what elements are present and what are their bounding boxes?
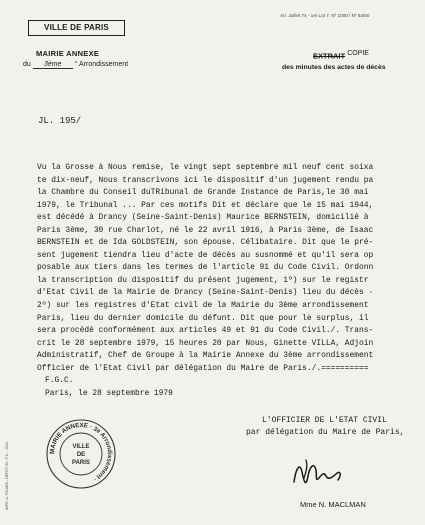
printer-note <box>2 441 12 510</box>
mairie-label: MAIRIE ANNEXE <box>36 49 100 58</box>
arr-prefix: du <box>23 61 31 68</box>
extrait-label: EXTRAIT <box>313 51 346 61</box>
stamp-line2: DE <box>76 452 86 458</box>
document-type <box>313 50 369 61</box>
body-line: crit le 28 septembre 1979, 15 heures 20 par Nous, Ginette VILLA, Adjoin <box>37 338 374 348</box>
handwritten-signature <box>286 452 346 494</box>
body-line: posable aux tiers dans les termes de l'article 91 du Code Civil. Ordonn <box>37 263 374 273</box>
body-line: BERNSTEIN et de Ida GOLDSTEIN, son épouse. Célibataire. Dit que le pré- <box>37 238 374 248</box>
date-line: Paris, le 28 septembre 1979 <box>45 388 173 398</box>
transcription-body <box>37 162 417 400</box>
body-line: Paris 3ème, 30 rue Charlot, né le 22 avril 1916, à Paris 3ème, de Isaac <box>37 225 374 235</box>
printer-note-text: IMPR. A. PICARD - DÉPÔT 63 - P.C. - 3021 <box>5 441 9 510</box>
copie-label: COPIE <box>347 50 369 57</box>
body-line: F.G.C. <box>45 376 74 386</box>
arrondissement-line <box>23 61 128 69</box>
body-line: est décédé à Drancy (Seine-Saint-Denis) Maurice BERNSTEIN, domicilié à <box>37 213 369 223</box>
arr-suffix: ° Arrondissement <box>74 61 129 68</box>
mairie-stamp <box>45 418 117 490</box>
body-line: la transcription du dispositif du présent jugement, 1º) sur le registr <box>37 275 369 285</box>
body-line: 2º) sur les registres d'Etat civil de la Mairie du 3ème arrondissement <box>37 301 369 311</box>
body-line: Officier de l'Etat Civil par délégation du Maire de Paris./.========== <box>37 363 369 373</box>
body-line: Paris, lieu du dernier domicile du défunt. Dit que pour le surplus, il <box>37 313 369 323</box>
arr-number: 3ème <box>33 61 73 69</box>
minutes-label: des minutes des actes de décès <box>282 64 386 71</box>
body-line: te dix-neuf, Nous transcrivons ici le dispositif d'un jugement rendu pa <box>37 175 374 185</box>
city-title: VILLE DE PARIS <box>28 20 125 36</box>
officer-name: Mme N. MACLMAN <box>300 500 366 509</box>
officer-title: L'OFFICIER DE L'ETAT CIVIL <box>262 416 387 425</box>
body-line: sent jugement tiendra lieu d'acte de décès au susnommé et qu'il sera op <box>37 250 374 260</box>
file-reference: JL. 195/ <box>38 116 82 126</box>
stamp-ring-text: MAIRIE ANNEXE · 3e Arrondissement · <box>48 421 114 483</box>
body-line: sera procédé conformément aux articles 49 et 91 du Code Civil./. Trans- <box>37 326 374 336</box>
body-line: Administratif, Chef de Groupe à la Mairie Annexe du 3ème arrondissement <box>37 351 374 361</box>
body-line: Vu la Grosse à Nous remise, le vingt sept septembre mil neuf cent soixa <box>37 163 374 172</box>
body-line: la Chambre du Conseil duTRibunal de Grande Instance de Paris,le 30 mai <box>37 188 369 198</box>
stamp-line3: PARIS <box>72 460 90 466</box>
stamp-line1: VILLE <box>72 444 90 450</box>
form-reference: Arr. Juillet 74 - 1er Lot 7. Nº 1000 / Nº 64/50 <box>280 13 370 18</box>
body-line: d'Etat Civil de la Mairie de Drancy (Seine-Saint-Denis) lieu du décès · <box>37 288 374 298</box>
body-line: 1979, le Tribunal ... Par ces motifs Dit et déclare que le 15 mai 1944, <box>37 200 374 210</box>
officer-subtitle: par délégation du Maire de Paris, <box>246 428 405 437</box>
